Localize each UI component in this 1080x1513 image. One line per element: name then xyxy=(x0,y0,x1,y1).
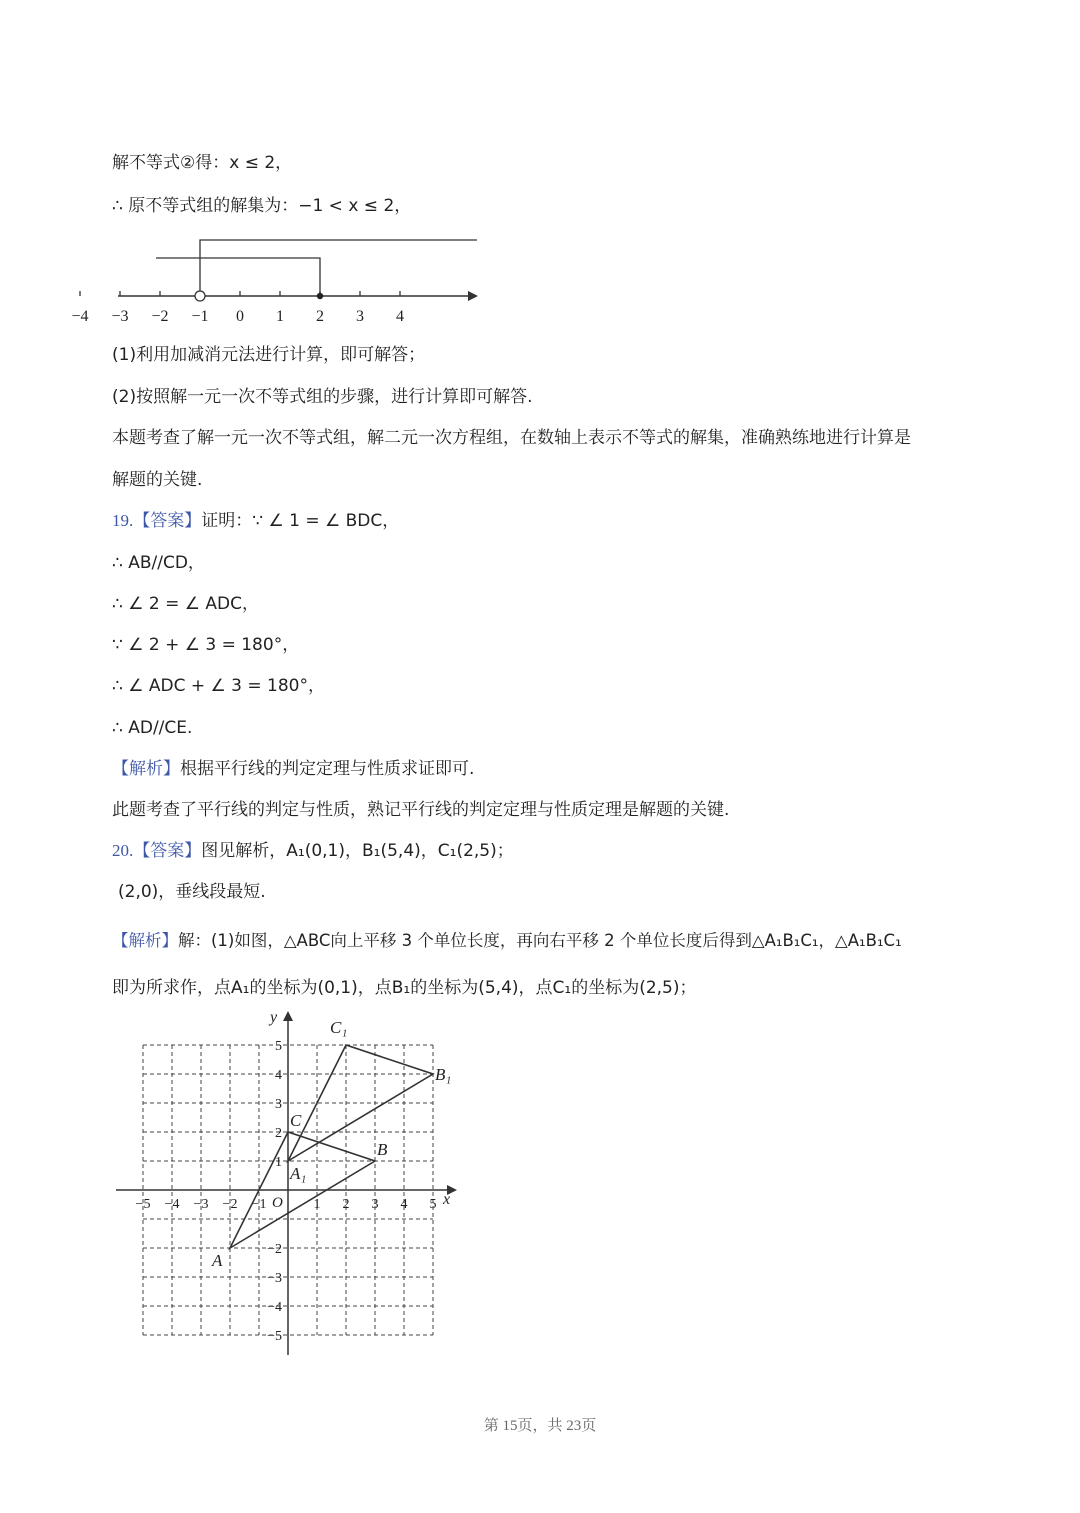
analysis-text: 解：(1)如图，△ABC向上平移 3 个单位长度，再向右平移 2 个单位长度后得到△A₁B₁C₁，△A₁B₁C₁ xyxy=(178,931,902,950)
tick-label: −1 xyxy=(191,308,209,325)
y-tick-label: −3 xyxy=(267,1271,282,1286)
text-line: 解题的关键. xyxy=(112,470,203,490)
tick-label: −2 xyxy=(151,308,169,325)
x-tick-label: 3 xyxy=(371,1197,379,1212)
x-tick-label: −1 xyxy=(251,1197,267,1212)
vertex-label-c1: C₁ xyxy=(330,1018,348,1037)
text-line: ∵ ∠ 2 + ∠ 3 = 180°， xyxy=(112,635,300,655)
x-tick-label: −5 xyxy=(135,1197,151,1212)
vertex-label-a: A xyxy=(212,1251,223,1270)
number-line xyxy=(71,228,490,333)
tick-label: −4 xyxy=(71,308,89,325)
question-20-answer xyxy=(112,839,514,863)
x-tick-label: 4 xyxy=(400,1197,408,1212)
y-tick-label: −4 xyxy=(267,1300,282,1315)
open-point xyxy=(195,291,205,301)
y-tick-label: −2 xyxy=(267,1242,282,1257)
tick-label: 3 xyxy=(356,308,364,325)
vertex-label-b: B xyxy=(377,1140,388,1159)
y-axis-label: y xyxy=(270,1009,278,1026)
x-axis-label: x xyxy=(443,1191,451,1208)
text-line: (2)按照解一元一次不等式组的步骤，进行计算即可解答. xyxy=(112,387,533,407)
coordinate-grid-figure xyxy=(110,1005,480,1365)
arrow-icon xyxy=(468,291,478,301)
vertex-label-c: C xyxy=(290,1111,302,1130)
closed-point xyxy=(317,293,323,299)
tick-label: 0 xyxy=(236,308,244,325)
question-19-answer xyxy=(112,509,399,533)
vertex-label-a1: A₁ xyxy=(290,1164,307,1183)
text-line: ∴ AB//CD， xyxy=(112,553,205,573)
text-line: (1)利用加减消元法进行计算，即可解答； xyxy=(112,345,426,365)
question-number: 19. xyxy=(112,511,134,530)
analysis-19 xyxy=(112,757,474,781)
text-line: 即为所求作，点A₁的坐标为(0,1)，点B₁的坐标为(5,4)，点C₁的坐标为(2,5)； xyxy=(112,978,697,998)
tick-label: 1 xyxy=(276,308,284,325)
y-tick-label: 2 xyxy=(275,1126,282,1141)
text-line: (2,0)，垂线段最短. xyxy=(118,882,266,902)
x-tick-label: 5 xyxy=(429,1197,437,1212)
text-line: ∴ 原不等式组的解集为：−1 < x ≤ 2， xyxy=(112,196,412,216)
tick-label: 4 xyxy=(396,308,404,325)
text-line: 此题考查了平行线的判定与性质，熟记平行线的判定定理与性质定理是解题的关键. xyxy=(112,800,730,820)
y-tick-label: 3 xyxy=(275,1097,282,1112)
x-tick-label: −4 xyxy=(164,1197,180,1212)
y-tick-label: 4 xyxy=(275,1068,282,1083)
text-line: 本题考查了解一元一次不等式组，解二元一次方程组，在数轴上表示不等式的解集，准确熟练地进行计算是 xyxy=(112,428,911,448)
text-line: ∴ ∠ 2 = ∠ ADC， xyxy=(112,594,259,614)
x-tick-label: −3 xyxy=(193,1197,209,1212)
answer-tag: 【答案】 xyxy=(133,841,202,861)
solution-bracket-x-gt-neg1 xyxy=(200,240,477,291)
arrow-icon xyxy=(283,1011,293,1021)
vertex-label-b1: B₁ xyxy=(435,1065,452,1084)
tick-label: 2 xyxy=(316,308,324,325)
y-tick-label: 1 xyxy=(275,1155,282,1170)
analysis-tag: 【解析】 xyxy=(112,931,178,950)
analysis-text: 根据平行线的判定定理与性质求证即可. xyxy=(180,759,475,779)
text-line: ∴ ∠ ADC + ∠ 3 = 180°， xyxy=(112,676,325,696)
text-line: 解不等式②得：x ≤ 2， xyxy=(112,153,293,173)
answer-tag: 【答案】 xyxy=(133,511,202,531)
page-footer: 第 15页，共 23页 xyxy=(483,1418,597,1434)
answer-text: 证明：∵ ∠ 1 = ∠ BDC， xyxy=(201,511,400,531)
x-tick-label: 1 xyxy=(313,1197,321,1212)
x-tick-label: −2 xyxy=(222,1197,238,1212)
x-tick-label: 2 xyxy=(342,1197,350,1212)
answer-text: 图见解析，A₁(0,1)，B₁(5,4)，C₁(2,5)； xyxy=(201,841,514,861)
origin-label: O xyxy=(272,1195,283,1211)
analysis-tag: 【解析】 xyxy=(112,759,180,779)
tick-label: −3 xyxy=(111,308,129,325)
y-tick-label: −5 xyxy=(267,1329,282,1344)
text-line: ∴ AD//CE. xyxy=(112,718,193,738)
y-tick-label: 5 xyxy=(275,1039,282,1054)
solution-bracket-x-le-2 xyxy=(156,258,320,293)
analysis-20 xyxy=(112,929,902,953)
question-number: 20. xyxy=(112,841,134,860)
